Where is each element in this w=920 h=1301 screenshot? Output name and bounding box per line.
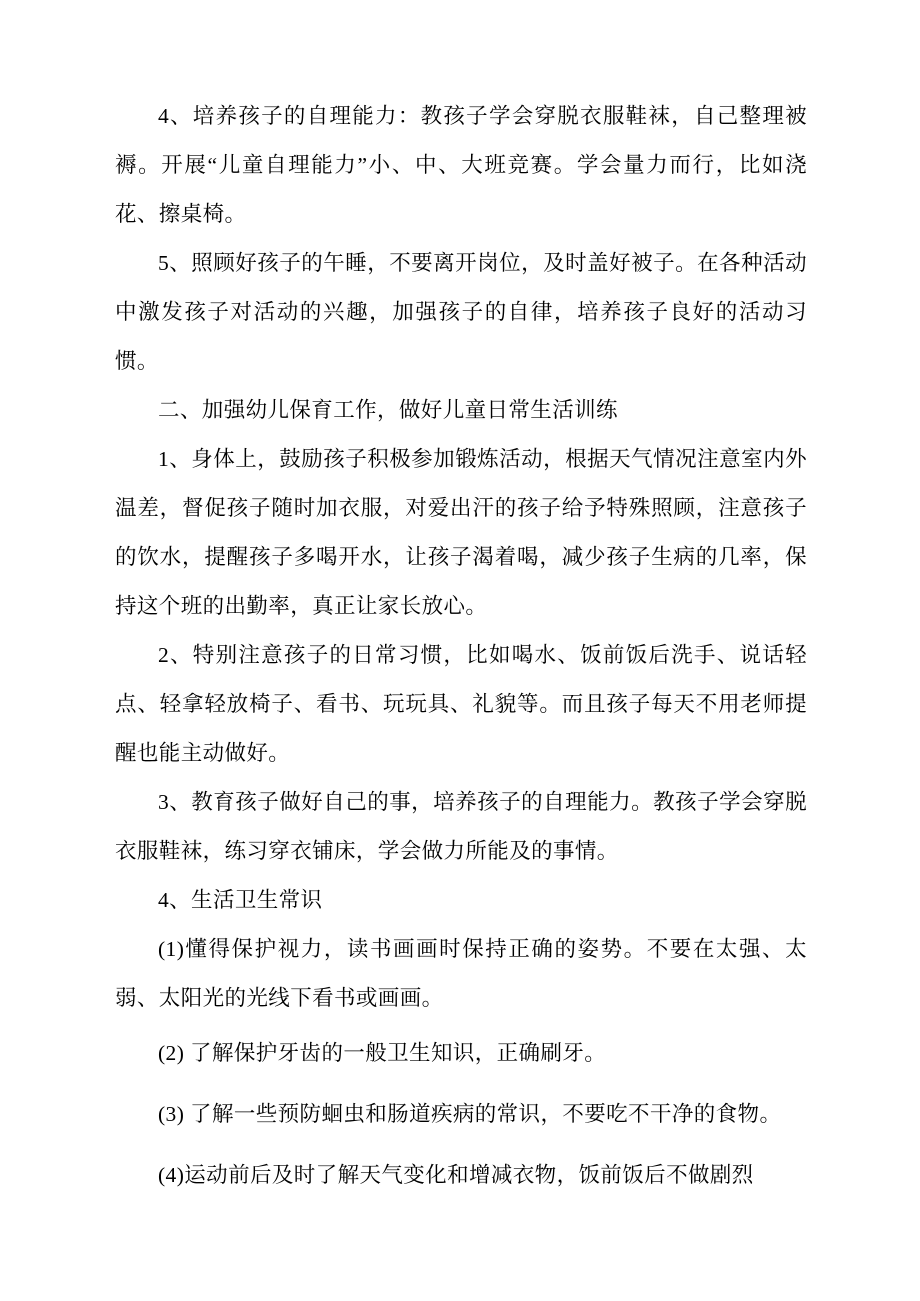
item-teeth-protection: (2) 了解保护牙齿的一般卫生知识，正确刷牙。 (158, 1041, 607, 1065)
item-exercise-clothing: (4)运动前后及时了解天气变化和增减衣物，饭前饭后不做剧烈 (158, 1163, 754, 1187)
paragraph-daily-habits: 2、特别注意孩子的日常习惯，比如喝水、饭前饭后洗手、说话轻点、轻拿轻放椅子、看书、玩玩具、礼貌等。而且孩子每天不用老师提醒也能主动做好。 (115, 643, 807, 765)
document-text-block (115, 92, 807, 1200)
item-eyesight-protection: (1)懂得保护视力，读书画画时保持正确的姿势。不要在太强、太弱、太阳光的光线下看书或画画。 (115, 937, 807, 1010)
paragraph-self-reliance-education: 3、教育孩子做好自己的事，培养孩子的自理能力。教孩子学会穿脱衣服鞋袜，练习穿衣铺床，学会做力所能及的事情。 (115, 790, 807, 863)
subheading-hygiene-knowledge: 4、生活卫生常识 (158, 888, 323, 912)
paragraph-physical-health: 1、身体上，鼓励孩子积极参加锻炼活动，根据天气情况注意室内外温差，督促孩子随时加衣服，对爱出汗的孩子给予特殊照顾，注意孩子的饮水，提醒孩子多喝开水，让孩子渴着喝，减少孩子生病的几率，保持这个班的出勤率，真正让家长放心。 (115, 447, 807, 618)
section-heading-childcare-work: 二、加强幼儿保育工作，做好儿童日常生活训练 (158, 398, 618, 422)
paragraph-self-care: 4、培养孩子的自理能力：教孩子学会穿脱衣服鞋袜，自己整理被褥。开展“儿童自理能力”小、中、大班竞赛。学会量力而行，比如浇花、擦桌椅。 (115, 104, 807, 226)
paragraph-nap-care: 5、照顾好孩子的午睡，不要离开岗位，及时盖好被子。在各种活动中激发孩子对活动的兴趣，加强孩子的自律，培养孩子良好的活动习惯。 (115, 251, 807, 373)
item-disease-prevention: (3) 了解一些预防蛔虫和肠道疾病的常识，不要吃不干净的食物。 (158, 1102, 782, 1126)
